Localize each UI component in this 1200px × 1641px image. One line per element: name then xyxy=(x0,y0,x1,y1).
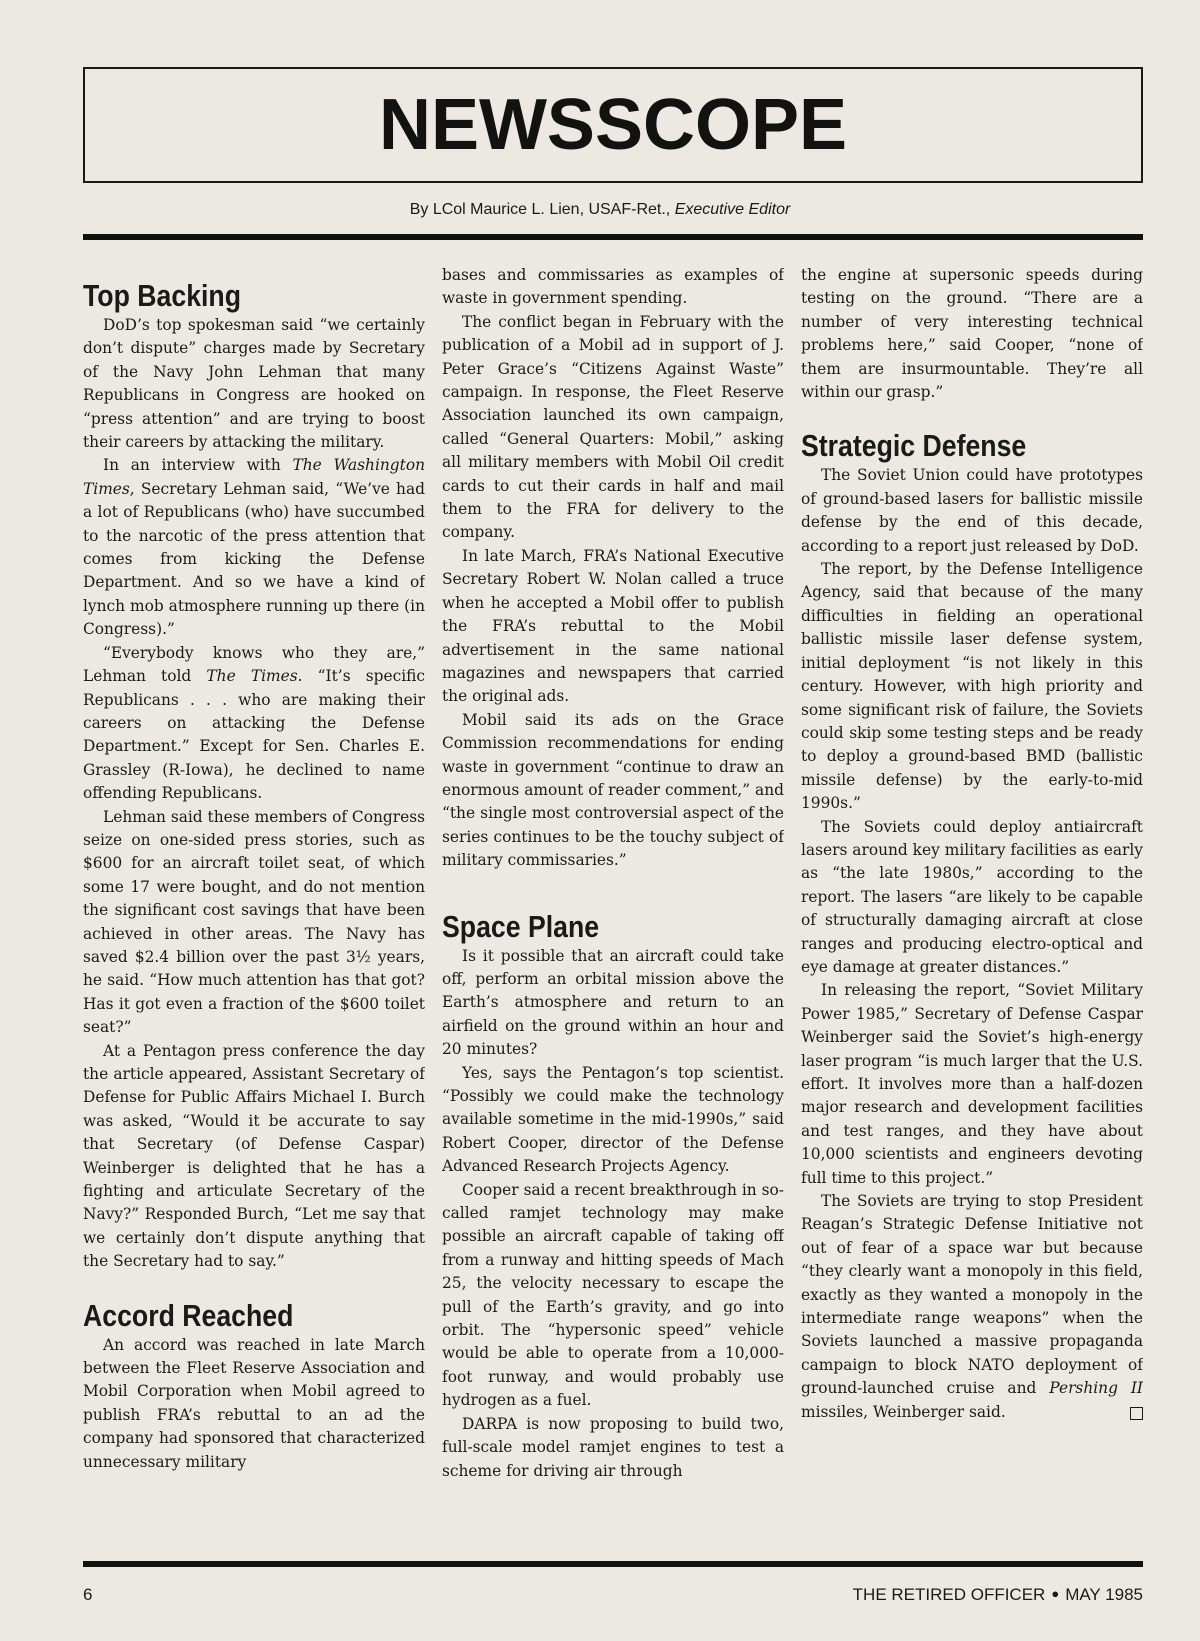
column-1 xyxy=(83,264,425,1549)
paragraph: The Soviets could deploy antiaircraft lasers around key military facilities as early as “the late 1980s,” according to the report. The lasers “are likely to be capable of structurally damaging aircraft at close ranges and producing electro-optical and eye damage at greater distances.” xyxy=(801,817,1143,976)
publication-name: The Washington Times xyxy=(83,456,425,498)
heading-accord-reached: Accord Reached xyxy=(83,1297,294,1333)
masthead-box xyxy=(83,67,1143,183)
column-3 xyxy=(801,264,1143,1549)
paragraph: In late March, FRA’s National Executive Secretary Robert W. Nolan called a truce when he accepted a Mobil offer to publish the FRA’s rebuttal to the Mobil advertisement in the same national magazines and newspapers that carried the original ads. xyxy=(442,546,784,706)
paragraph: Lehman said these members of Congress seize on one-sided press stories, such as $600 for an aircraft toilet seat, of which some 17 were bought, and do not mention the significant cost savings that have been achieved in other areas. The Navy has saved $2.4 billion over the past 3½ years, he said. “How much attention has that got? Has it got even a fraction of the $600 toilet seat?” xyxy=(83,807,425,1037)
paragraph: In releasing the report, “Soviet Military Power 1985,” Secretary of Defense Caspar Weinberger said the Soviet’s high-energy laser program “is much larger that the U.S. effort. It involves more than a half-dozen major research and development facilities and test ranges, and they have about 10,000 scientists and engineers devoting full time to this project.” xyxy=(801,981,1143,1187)
footer-publication-line xyxy=(853,1585,1143,1605)
paragraph: Mobil said its ads on the Grace Commission recommendations for ending waste in government “continue to draw an enormous amount of reader comment,” and “the single most controversial aspect of the series continues to be the touchy subject of military commissaries.” xyxy=(442,710,784,870)
bullet-icon: ● xyxy=(1051,1586,1060,1601)
page-footer xyxy=(83,1585,1143,1605)
paragraph: The Soviet Union could have prototypes of ground-based lasers for ballistic missile defense by the end of this decade, according to a report just released by DoD. xyxy=(801,466,1143,555)
paragraph: The conflict began in February with the publication of a Mobil ad in support of J. Peter Grace’s “Citizens Against Waste” campaign. In response, the Fleet Reserve Association launched its own campaign, called “General Quarters: Mobil,” asking all military members with Mobil Oil credit cards to cut their cards in half and mail them to the FRA for delivery to the company. xyxy=(442,312,784,542)
article-columns xyxy=(83,264,1143,1549)
issue-date: MAY 1985 xyxy=(1065,1585,1143,1604)
masthead-title: NEWSSCOPE xyxy=(378,85,848,165)
publication-title: THE RETIRED OFFICER xyxy=(852,1585,1046,1604)
paragraph: Yes, says the Pentagon’s top scientist. “Possibly we could make the technology available sometime in the mid-1990s,” said Robert Cooper, director of the Defense Advanced Research Projects Agency. xyxy=(442,1063,784,1176)
paragraph: “Everybody knows who they are,” Lehman told The Times. “It’s specific Republicans . . . who are making their careers on attacking the Defense Department.” Except for Sen. Charles E. Grassley (R-Iowa), he declined to name offending Republicans. xyxy=(83,643,425,803)
heading-strategic-defense: Strategic Defense xyxy=(801,428,1027,464)
end-mark-icon xyxy=(1130,1407,1143,1420)
paragraph: DoD’s top spokesman said “we certainly don’t dispute” charges made by Secretary of the Navy John Lehman that many Republicans in Congress are hooked on “press attention” and are trying to boost their careers by attacking the military. xyxy=(83,316,425,452)
paragraph: Cooper said a recent breakthrough in so-called ramjet technology may make possible an aircraft capable of taking off from a runway and hitting speeds of Mach 25, the velocity necessary to escape the pull of the Earth’s gravity, and go into orbit. The “hypersonic speed” vehicle would be able to operate from a 10,000-foot runway, and would probably use hydrogen as a fuel. xyxy=(442,1180,784,1410)
paragraph: The report, by the Defense Intelligence Agency, said that because of the many difficulties in fielding an operational ballistic missile laser defense system, initial deployment “is not likely in this century. However, with high priority and some significant risk of failure, the Soviets could skip some testing steps and be ready to deploy a ground-based BMD (ballistic missile defense) by the early-to-mid 1990s.” xyxy=(801,560,1143,813)
byline xyxy=(0,201,1200,219)
byline-role: Executive Editor xyxy=(674,201,791,218)
paragraph: At a Pentagon press conference the day the article appeared, Assistant Secretary of Defense for Public Affairs Michael I. Burch was asked, “Would it be accurate to say that Secretary (of Defense Caspar) Weinberger is delighted that he has a fighting and articulate Secretary of the Navy?” Responded Burch, “Let me say that we certainly don’t dispute anything that the Secretary had to say.” xyxy=(83,1041,425,1271)
paragraph: bases and commissaries as examples of waste in government spending. xyxy=(442,266,784,308)
paragraph: In an interview with The Washington Times, Secretary Lehman said, “We’ve had a lot of Republicans (who) have succumbed to the narcotic of the press attention that comes from kicking the Defense Department. And so we have a kind of lynch mob atmosphere running up there (in Congress).” xyxy=(83,456,425,639)
bottom-rule xyxy=(83,1561,1143,1567)
heading-space-plane: Space Plane xyxy=(442,908,600,944)
publication-name: The Times xyxy=(206,667,298,686)
top-rule xyxy=(83,234,1143,240)
byline-author: By LCol Maurice L. Lien, USAF-Ret., xyxy=(409,201,675,218)
paragraph: DARPA is now proposing to build two, full-scale model ramjet engines to test a scheme for driving air through xyxy=(442,1414,784,1480)
heading-top-backing: Top Backing xyxy=(83,278,241,313)
column-2 xyxy=(442,264,784,1549)
paragraph: the engine at supersonic speeds during testing on the ground. “There are a number of very interesting technical problems here,” said Cooper, “none of them are insurmountable. They’re all within our grasp.” xyxy=(801,266,1143,402)
page-number: 6 xyxy=(83,1585,93,1604)
paragraph: Is it possible that an aircraft could take off, perform an orbital mission above the Earth’s atmosphere and return to an airfield on the ground within an hour and 20 minutes? xyxy=(442,946,784,1059)
weapon-name: Pershing II xyxy=(1049,1379,1143,1398)
paragraph: The Soviets are trying to stop President Reagan’s Strategic Defense Initiative not out of fear of a space war but because “they clearly want a monopoly in this field, exactly as they wanted a monopoly in the intermediate range weapons” when the Soviets launched a massive propaganda campaign to block NATO deployment of ground-launched cruise and Pershing II missiles, Weinberger said. xyxy=(801,1192,1143,1421)
paragraph: An accord was reached in late March between the Fleet Reserve Association and Mobil Corporation when Mobil agreed to publish FRA’s rebuttal to an ad the company had sponsored that characterized unnecessary military xyxy=(83,1335,425,1471)
